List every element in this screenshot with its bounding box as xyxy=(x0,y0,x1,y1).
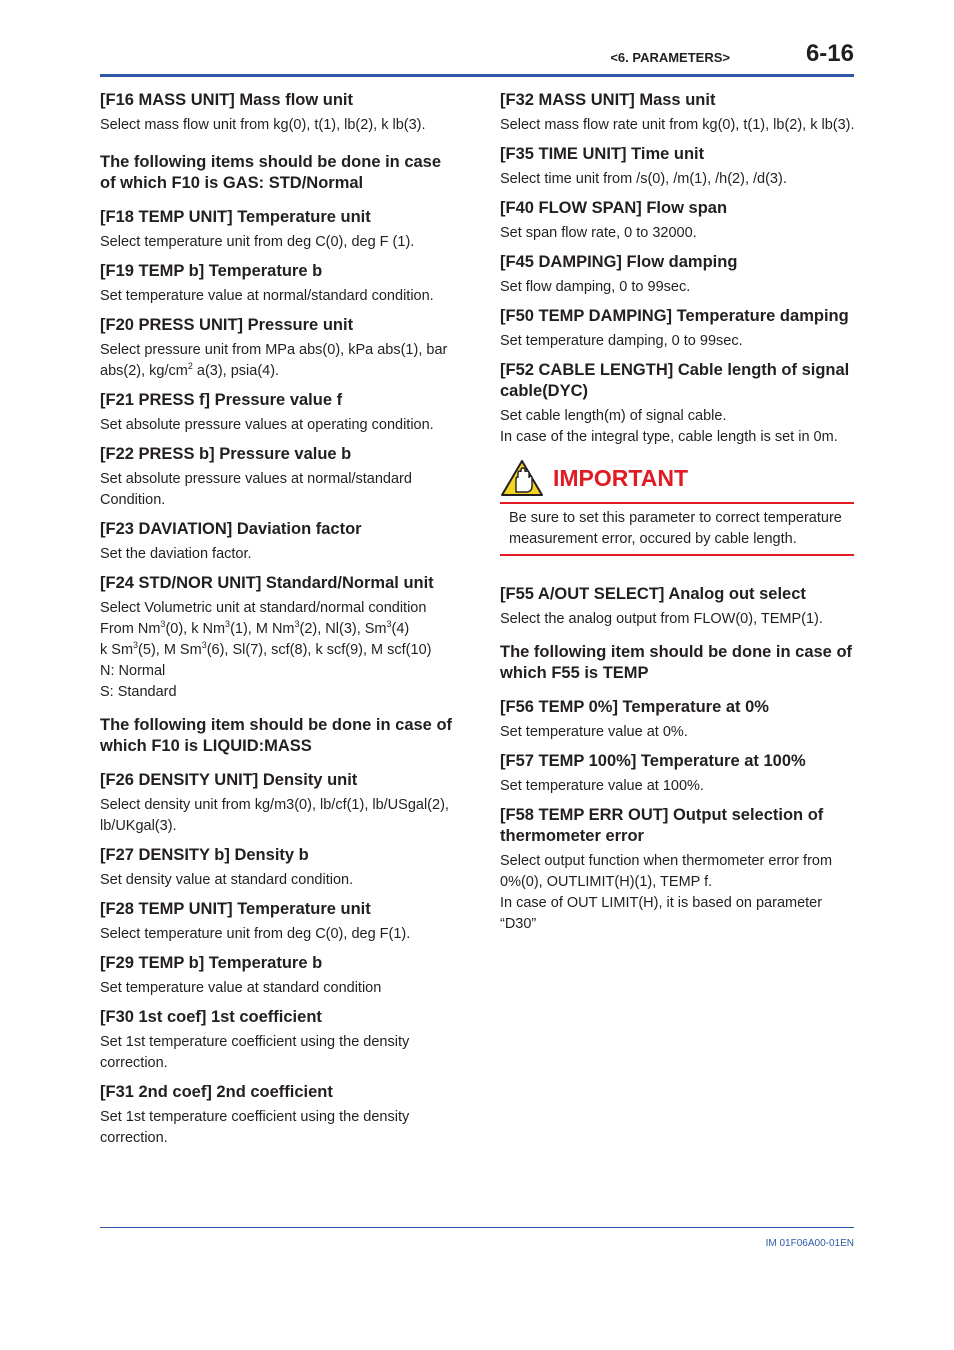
param-title: [F28 TEMP UNIT] Temperature unit xyxy=(100,900,371,918)
param-title: [F35 TIME UNIT] Time unit xyxy=(500,145,705,163)
param-body xyxy=(100,598,455,703)
superscript: 3 xyxy=(201,640,207,651)
param-title: [F30 1st coef] 1st coefficient xyxy=(100,1008,322,1026)
param-title: [F56 TEMP 0%] Temperature at 0% xyxy=(500,698,769,716)
param-f22 xyxy=(100,444,455,511)
param-f57 xyxy=(500,751,855,797)
page-number: 6-16 xyxy=(805,40,854,67)
section-title: <6. PARAMETERS> xyxy=(610,50,730,65)
superscript: 3 xyxy=(133,640,139,651)
text-run: Select pressure unit from MPa abs(0), kPa abs(1), bar abs(2), kg/cm xyxy=(100,342,448,379)
param-body: Select time unit from /s(0), /m(1), /h(2), /d(3). xyxy=(500,171,787,187)
document-id: IM 01F06A00-01EN xyxy=(765,1238,854,1249)
header-rule xyxy=(100,74,854,77)
param-body xyxy=(500,406,855,448)
param-f31 xyxy=(100,1082,455,1149)
param-title: [F20 PRESS UNIT] Pressure unit xyxy=(100,316,354,334)
text-run: From Nm xyxy=(100,621,161,637)
param-body: Select density unit from kg/m3(0), lb/cf(1), lb/USgal(2), lb/UKgal(3). xyxy=(100,797,449,834)
param-body: Select mass flow unit from kg(0), t(1), lb(2), k lb(3). xyxy=(100,117,426,133)
param-f24 xyxy=(100,573,455,703)
superscript: 3 xyxy=(294,619,300,630)
left-column xyxy=(100,90,455,1157)
param-f30 xyxy=(100,1007,455,1074)
param-title: [F24 STD/NOR UNIT] Standard/Normal unit xyxy=(100,574,434,592)
text-run: (0), k Nm xyxy=(165,621,226,637)
param-f27 xyxy=(100,845,455,891)
param-title: [F27 DENSITY b] Density b xyxy=(100,846,309,864)
param-body xyxy=(100,340,455,382)
param-body: Set 1st temperature coefficient using the density correction. xyxy=(100,1034,410,1071)
superscript: 3 xyxy=(160,619,166,630)
param-title: [F19 TEMP b] Temperature b xyxy=(100,262,323,280)
text-run: N: Normal xyxy=(100,663,166,679)
important-rule-bottom xyxy=(500,554,854,556)
param-f18 xyxy=(100,207,455,253)
param-body: Select temperature unit from deg C(0), deg F (1). xyxy=(100,234,415,250)
text-run: (1), M Nm xyxy=(230,621,295,637)
param-f45 xyxy=(500,252,855,298)
param-body: Set the daviation factor. xyxy=(100,546,252,562)
param-title: [F40 FLOW SPAN] Flow span xyxy=(500,199,728,217)
condition-note-temp: The following item should be done in case of which F55 is TEMP xyxy=(500,643,853,682)
text-run: In case of the integral type, cable length is set in 0m. xyxy=(500,429,838,445)
param-f23 xyxy=(100,519,455,565)
param-f50 xyxy=(500,306,855,352)
param-body xyxy=(500,851,855,935)
param-body: Set 1st temperature coefficient using the density correction. xyxy=(100,1109,410,1146)
param-body: Select temperature unit from deg C(0), deg F(1). xyxy=(100,926,411,942)
param-title: [F57 TEMP 100%] Temperature at 100% xyxy=(500,752,806,770)
page-header xyxy=(100,40,854,74)
param-title: [F45 DAMPING] Flow damping xyxy=(500,253,738,271)
param-f40 xyxy=(500,198,855,244)
text-run: k Sm xyxy=(100,642,134,658)
param-title: [F18 TEMP UNIT] Temperature unit xyxy=(100,208,371,226)
param-body: Set temperature value at 100%. xyxy=(500,778,704,794)
important-callout xyxy=(500,458,854,556)
warning-hand-icon xyxy=(500,459,544,497)
param-title: [F55 A/OUT SELECT] Analog out select xyxy=(500,585,806,603)
param-f35 xyxy=(500,144,855,190)
param-f52 xyxy=(500,360,855,448)
param-body: Select the analog output from FLOW(0), TEMP(1). xyxy=(500,611,823,627)
param-title: [F22 PRESS b] Pressure value b xyxy=(100,445,352,463)
param-title: [F16 MASS UNIT] Mass flow unit xyxy=(100,91,354,109)
important-title: IMPORTANT xyxy=(553,464,689,491)
param-body: Set temperature value at standard condition xyxy=(100,980,382,996)
param-f29 xyxy=(100,953,455,999)
param-body: Set span flow rate, 0 to 32000. xyxy=(500,225,697,241)
param-f32 xyxy=(500,90,855,136)
important-header xyxy=(500,458,854,498)
param-f20 xyxy=(100,315,455,382)
text-run: S: Standard xyxy=(100,684,177,700)
param-body: Set absolute pressure values at normal/standard Condition. xyxy=(100,471,412,508)
superscript: 2 xyxy=(187,361,193,372)
text-run: a(3), psia(4). xyxy=(192,363,280,379)
param-f21 xyxy=(100,390,455,436)
param-title: [F21 PRESS f] Pressure value f xyxy=(100,391,343,409)
param-title: [F23 DAVIATION] Daviation factor xyxy=(100,520,362,538)
param-body: Set flow damping, 0 to 99sec. xyxy=(500,279,691,295)
text-run: (6), Sl(7), scf(8), k scf(9), M scf(10) xyxy=(206,642,432,658)
text-run: (5), M Sm xyxy=(138,642,202,658)
param-f19 xyxy=(100,261,455,307)
right-column xyxy=(500,90,855,943)
param-title: [F31 2nd coef] 2nd coefficient xyxy=(100,1083,333,1101)
param-f58 xyxy=(500,805,855,935)
footer-rule xyxy=(100,1227,854,1228)
text-run: In case of OUT LIMIT(H), it is based on parameter “D30” xyxy=(500,895,823,932)
param-f16 xyxy=(100,90,455,136)
superscript: 3 xyxy=(225,619,231,630)
param-f26 xyxy=(100,770,455,837)
param-body: Select mass flow rate unit from kg(0), t(1), lb(2), k lb(3). xyxy=(500,117,855,133)
condition-note-gas: The following items should be done in case of which F10 is GAS: STD/Normal xyxy=(100,153,442,192)
text-run: Select output function when thermometer error from 0%(0), OUTLIMIT(H)(1), TEMP f. xyxy=(500,853,833,890)
text-run: (2), Nl(3), Sm xyxy=(299,621,387,637)
param-title: [F58 TEMP ERR OUT] Output selection of thermometer error xyxy=(500,806,824,845)
param-body: Set temperature damping, 0 to 99sec. xyxy=(500,333,743,349)
param-title: [F26 DENSITY UNIT] Density unit xyxy=(100,771,358,789)
param-title: [F52 CABLE LENGTH] Cable length of signal cable(DYC) xyxy=(500,361,850,400)
param-f55 xyxy=(500,584,855,630)
param-title: [F32 MASS UNIT] Mass unit xyxy=(500,91,716,109)
param-f56 xyxy=(500,697,855,743)
text-run: Set cable length(m) of signal cable. xyxy=(500,408,727,424)
param-title: [F50 TEMP DAMPING] Temperature damping xyxy=(500,307,849,325)
param-body: Set density value at standard condition. xyxy=(100,872,354,888)
param-body: Set temperature value at 0%. xyxy=(500,724,688,740)
param-title: [F29 TEMP b] Temperature b xyxy=(100,954,323,972)
important-body: Be sure to set this parameter to correct temperature measurement error, occured by cable length. xyxy=(509,510,842,547)
param-body: Set temperature value at normal/standard condition. xyxy=(100,288,434,304)
text-run: Select Volumetric unit at standard/normal condition xyxy=(100,600,427,616)
param-body: Set absolute pressure values at operating condition. xyxy=(100,417,434,433)
text-run: (4) xyxy=(391,621,410,637)
superscript: 3 xyxy=(386,619,392,630)
condition-note-liquid: The following item should be done in case of which F10 is LIQUID:MASS xyxy=(100,716,453,755)
param-f28 xyxy=(100,899,455,945)
